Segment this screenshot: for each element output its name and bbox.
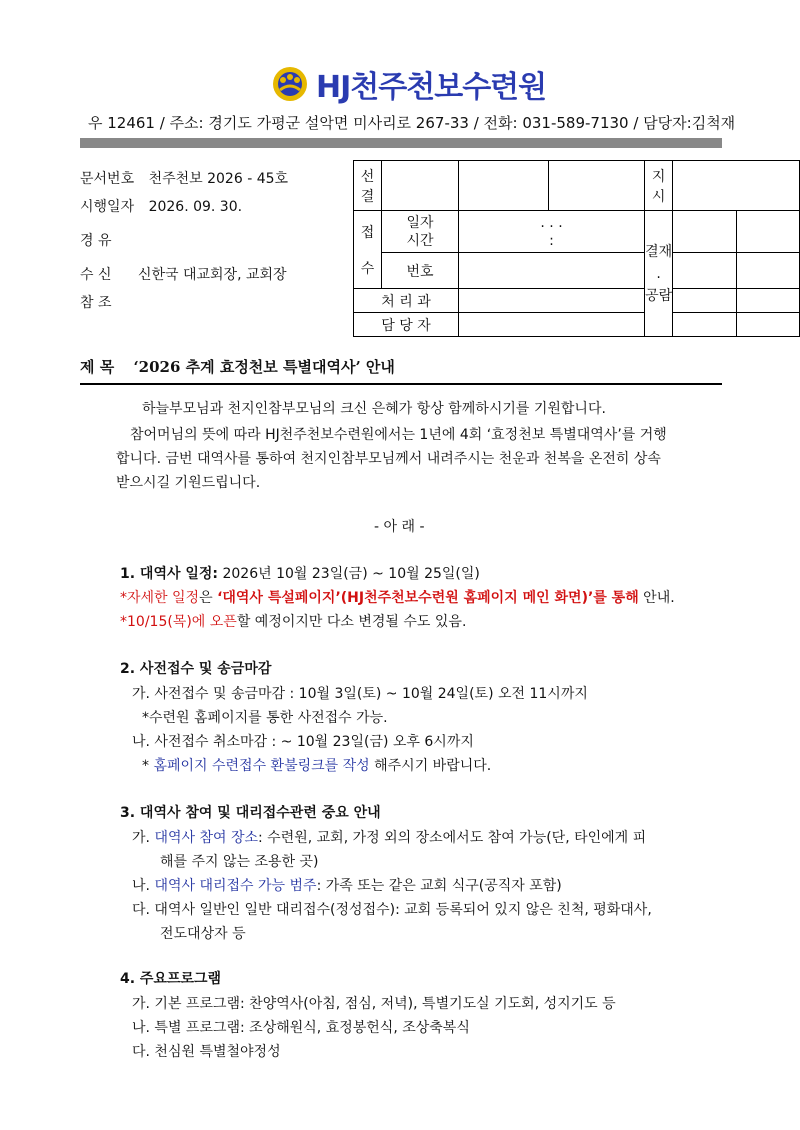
approval-box: [673, 253, 736, 289]
doc-number-row: [80, 168, 288, 188]
date-label: 시행일자: [80, 199, 135, 215]
reference-label: 참 조: [80, 295, 112, 311]
jeop-su-cell: 접 수: [354, 211, 382, 289]
subject-text: ‘2026 추계 효정천보 특별대역사’ 안내: [133, 358, 395, 376]
approval-box: [382, 161, 459, 211]
below-heading: - 아 래 -: [374, 519, 425, 535]
approval-box: [673, 289, 736, 313]
greeting-paragraph: 하늘부모님과 천지인참부모님의 크신 은혜가 항상 함께하시기를 기원합니다.: [142, 401, 606, 417]
intro-line-1: 참어머님의 뜻에 따라 HJ천주천보수련원에서는 1년에 4회 ‘효정천보 특별대역사’를 거행: [130, 427, 667, 443]
section-4-item-a: 가. 기본 프로그램: 찬양역사(아침, 점심, 저녁), 특별기도실 기도회, 성지기도 등: [132, 996, 616, 1012]
approval-box: [673, 211, 736, 253]
org-logo: [270, 66, 547, 105]
approval-table: [353, 160, 800, 337]
subject-row: [80, 356, 395, 377]
recipient-label: 수 신: [80, 267, 112, 283]
doc-number: 천주천보 2026 - 45호: [148, 171, 289, 187]
section-1-title: 1. 대역사 일정:: [120, 566, 219, 582]
approval-box: [458, 161, 548, 211]
doc-number-label: 문서번호: [80, 171, 135, 187]
gyeoljae-gongram-cell: 결재 . 공람: [645, 211, 673, 337]
event-dates: 2026년 10월 23일(금) ~ 10월 25일(일): [218, 566, 480, 582]
section-1-note-2: *10/15(목)에 오픈할 예정이지만 다소 변경될 수도 있음.: [120, 614, 467, 630]
handling-dept-label: 처 리 과: [354, 289, 459, 313]
recipient: 신한국 대교회장, 교회장: [137, 267, 287, 283]
seon-gyeol-cell: 선 결: [354, 161, 382, 211]
section-3-item-c: 다. 대역사 일반인 일반 대리접수(정성접수): 교회 등록되어 있지 않은 친척, 평화대사,: [132, 902, 652, 918]
ji-si-cell: 지 시: [645, 161, 673, 211]
date-row: [80, 196, 242, 216]
section-2-item-b-note: * 홈페이지 수련접수 환불링크를 작성 해주시기 바랍니다.: [142, 758, 492, 774]
subject-label: 제 목: [80, 358, 115, 376]
org-emblem-icon: [270, 66, 310, 102]
section-4-item-c: 다. 천심원 특별철야정성: [132, 1044, 281, 1060]
approval-box: [736, 313, 799, 337]
section-2-item-b: 나. 사전접수 취소마감 : ~ 10월 23일(금) 오후 6시까지: [132, 734, 474, 750]
section-3-title: 3. 대역사 참여 및 대리접수관련 중요 안내: [120, 805, 381, 821]
date-time-labels: 일자 시간: [382, 211, 459, 253]
approval-box: [673, 161, 800, 211]
section-4-title: 4. 주요프로그램: [120, 971, 222, 987]
section-4-item-b: 나. 특별 프로그램: 조상해원식, 효정봉헌식, 조상축복식: [132, 1020, 470, 1036]
header-divider-bar: [80, 138, 722, 148]
intro-line-3: 받으시길 기원드립니다.: [116, 475, 261, 491]
section-2-title: 2. 사전접수 및 송금마감: [120, 661, 272, 677]
org-name: HJ천주천보수련원: [316, 70, 547, 105]
section-3-item-c-cont: 전도대상자 등: [160, 926, 246, 942]
person-in-charge-value: [458, 313, 644, 337]
recipient-row: [80, 264, 287, 284]
date-time-values: . . . :: [458, 211, 644, 253]
number-label: 번호: [382, 253, 459, 289]
address-line: 우 12461 / 주소: 경기도 가평군 설악면 미사리로 267-33 / 전화: 031-589-7130 / 담당자:김척재: [88, 114, 736, 132]
approval-box: [673, 313, 736, 337]
approval-box: [736, 253, 799, 289]
approval-box: [736, 289, 799, 313]
approval-box: [736, 211, 799, 253]
subject-underline: [80, 383, 722, 385]
handling-dept-value: [458, 289, 644, 313]
intro-line-2: 합니다. 금번 대역사를 통하여 천지인참부모님께서 내려주시는 천운과 천복을 온전히 상속: [116, 451, 661, 467]
section-2-item-a: 가. 사전접수 및 송금마감 : 10월 3일(토) ~ 10월 24일(토) 오전 11시까지: [132, 686, 588, 702]
section-3-item-a: 가. 대역사 참여 장소: 수련원, 교회, 가정 외의 장소에서도 참여 가능(단, 타인에게 피: [132, 830, 647, 846]
section-3-item-a-cont: 해를 주지 않는 조용한 곳): [160, 854, 319, 870]
person-in-charge-label: 담 당 자: [354, 313, 459, 337]
number-value: [458, 253, 644, 289]
section-3-item-b: 나. 대역사 대리접수 가능 범주: 가족 또는 같은 교회 식구(공직자 포함): [132, 878, 562, 894]
issue-date: 2026. 09. 30.: [148, 199, 243, 215]
section-1-note-1: *자세한 일정은 ‘대역사 특설페이지’(HJ천주천보수련원 홈페이지 메인 화면)’를 통해 안내.: [120, 590, 675, 606]
approval-box: [549, 161, 645, 211]
via-label: 경 유: [80, 233, 112, 249]
section-2-item-a-note: *수련원 홈페이지를 통한 사전접수 가능.: [142, 710, 388, 726]
section-1-schedule: [120, 563, 480, 583]
